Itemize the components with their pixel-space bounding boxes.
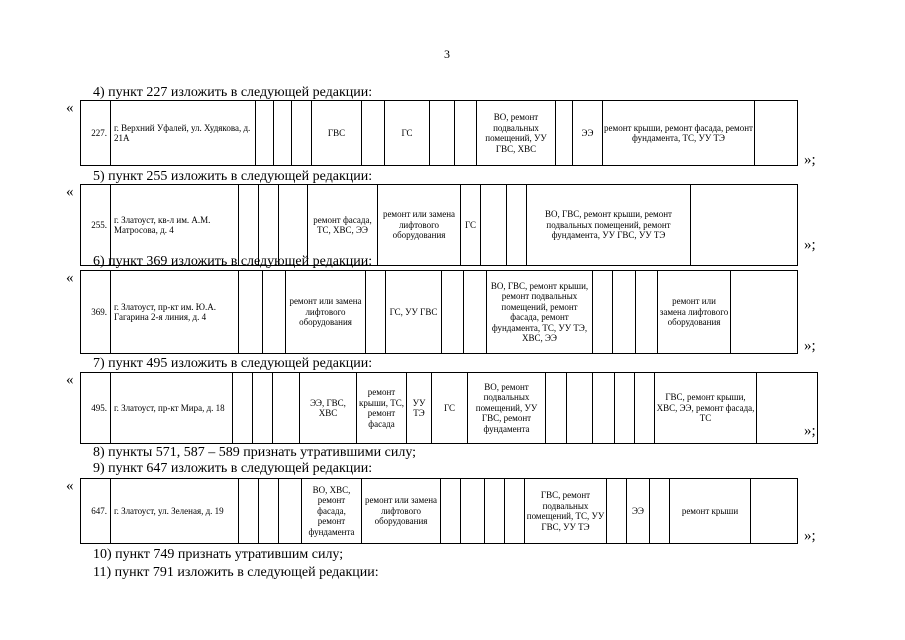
table-cell [613, 271, 636, 354]
table-cell [362, 101, 385, 166]
table-cell [635, 373, 655, 444]
table-cell: ВО, ХВС, ремонт фасада, ремонт фундамента [302, 479, 362, 544]
table-cell: ГВС, ремонт крыши, ХВС, ЭЭ, ремонт фасада, ТС [655, 373, 757, 444]
table-cell [233, 373, 253, 444]
table-cell: ремонт фасада, ТС, ХВС, ЭЭ [308, 185, 378, 266]
amendment-line-11: 11) пункт 791 изложить в следующей редакции: [93, 565, 379, 580]
table-cell: ВО, ремонт подвальных помещений, УУ ГВС, ХВС [477, 101, 556, 166]
open-quote: « [66, 270, 74, 286]
table-cell [615, 373, 635, 444]
table-cell [636, 271, 658, 354]
table-cell [239, 479, 259, 544]
table-cell: ЭЭ [627, 479, 650, 544]
amendment-heading-647: 9) пункт 647 изложить в следующей редакции: [93, 461, 373, 476]
table-cell [755, 101, 798, 166]
row-number: 647. [81, 479, 111, 544]
close-quote: »; [804, 237, 816, 253]
table-cell [464, 271, 487, 354]
table-cell [461, 479, 485, 544]
table-cell: ЭЭ [573, 101, 603, 166]
table-cell [442, 271, 464, 354]
open-quote: « [66, 184, 74, 200]
table-cell [556, 101, 573, 166]
table-cell [273, 373, 300, 444]
table-cell [485, 479, 505, 544]
table-cell: УУ ТЭ [407, 373, 432, 444]
table-cell [507, 185, 527, 266]
table-cell: ремонт крыши, ТС, ремонт фасада [357, 373, 407, 444]
table-cell [751, 479, 798, 544]
table-cell [567, 373, 593, 444]
table-cell: ВО, ГВС, ремонт крыши, ремонт подвальных помещений, ремонт фундамента, УУ ГВС, УУ ТЭ [527, 185, 691, 266]
table-cell [259, 479, 279, 544]
table-cell: ремонт крыши, ремонт фасада, ремонт фундамента, ТС, УУ ТЭ [603, 101, 755, 166]
table-cell: ремонт или замена лифтового оборудования [658, 271, 731, 354]
table-cell: ГС, УУ ГВС [386, 271, 442, 354]
amendment-heading-495: 7) пункт 495 изложить в следующей редакции: [93, 356, 373, 371]
table-cell [455, 101, 477, 166]
open-quote: « [66, 478, 74, 494]
table-cell [593, 271, 613, 354]
table-cell [505, 479, 525, 544]
register-table-647 [80, 478, 798, 544]
row-number: 369. [81, 271, 111, 354]
table-cell: ГВС [312, 101, 362, 166]
table-cell: ГС [385, 101, 430, 166]
table-cell [593, 373, 615, 444]
table-cell [366, 271, 386, 354]
table-cell: ВО, ГВС, ремонт крыши, ремонт подвальных помещений, ремонт фасада, ремонт фундамента, ТС, УУ ТЭ, ХВС, ЭЭ [487, 271, 593, 354]
table-cell [441, 479, 461, 544]
page-number: 3 [444, 47, 450, 61]
open-quote: « [66, 372, 74, 388]
register-table-227 [80, 100, 798, 166]
close-quote: »; [804, 152, 816, 168]
table-cell [481, 185, 507, 266]
amendment-line-10: 10) пункт 749 признать утратившим силу; [93, 547, 344, 562]
table-cell [546, 373, 567, 444]
table-cell [253, 373, 273, 444]
open-quote: « [66, 100, 74, 116]
table-cell: ремонт или замена лифтового оборудования [378, 185, 461, 266]
table-cell [256, 101, 274, 166]
register-table-495 [80, 372, 818, 444]
table-cell: ремонт или замена лифтового оборудования [362, 479, 441, 544]
table-cell [650, 479, 670, 544]
row-address: г. Верхний Уфалей, ул. Худякова, д. 21А [111, 101, 256, 166]
row-address: г. Златоуст, пр-кт Мира, д. 18 [111, 373, 233, 444]
table-cell: ремонт или замена лифтового оборудования [286, 271, 366, 354]
register-table-369 [80, 270, 798, 354]
table-cell: ЭЭ, ГВС, ХВС [300, 373, 357, 444]
row-address: г. Златоуст, кв-л им. А.М. Матросова, д. 4 [111, 185, 239, 266]
table-cell [731, 271, 798, 354]
table-cell: ГС [461, 185, 481, 266]
table-cell [292, 101, 312, 166]
amendment-heading-227: 4) пункт 227 изложить в следующей редакции: [93, 85, 373, 100]
table-cell: ГВС, ремонт подвальных помещений, ТС, УУ ГВС, УУ ТЭ [525, 479, 607, 544]
table-cell: ВО, ремонт подвальных помещений, УУ ГВС, ремонт фундамента [468, 373, 546, 444]
table-cell: ремонт крыши [670, 479, 751, 544]
table-cell: ГС [432, 373, 468, 444]
table-cell [607, 479, 627, 544]
row-number: 255. [81, 185, 111, 266]
table-cell [274, 101, 292, 166]
amendment-line-8: 8) пункты 571, 587 – 589 признать утратившими силу; [93, 445, 417, 460]
row-address: г. Златоуст, пр-кт им. Ю.А. Гагарина 2-я линия, д. 4 [111, 271, 239, 354]
row-number: 227. [81, 101, 111, 166]
close-quote: »; [804, 338, 816, 354]
table-cell [239, 271, 263, 354]
table-cell [279, 479, 302, 544]
table-cell [263, 271, 286, 354]
close-quote: »; [804, 423, 816, 439]
close-quote: »; [804, 528, 816, 544]
row-number: 495. [81, 373, 111, 444]
row-address: г. Златоуст, ул. Зеленая, д. 19 [111, 479, 239, 544]
amendment-heading-369: 6) пункт 369 изложить в следующей редакции: [93, 254, 373, 269]
table-cell [430, 101, 455, 166]
table-cell [691, 185, 798, 266]
amendment-heading-255: 5) пункт 255 изложить в следующей редакции: [93, 169, 373, 184]
